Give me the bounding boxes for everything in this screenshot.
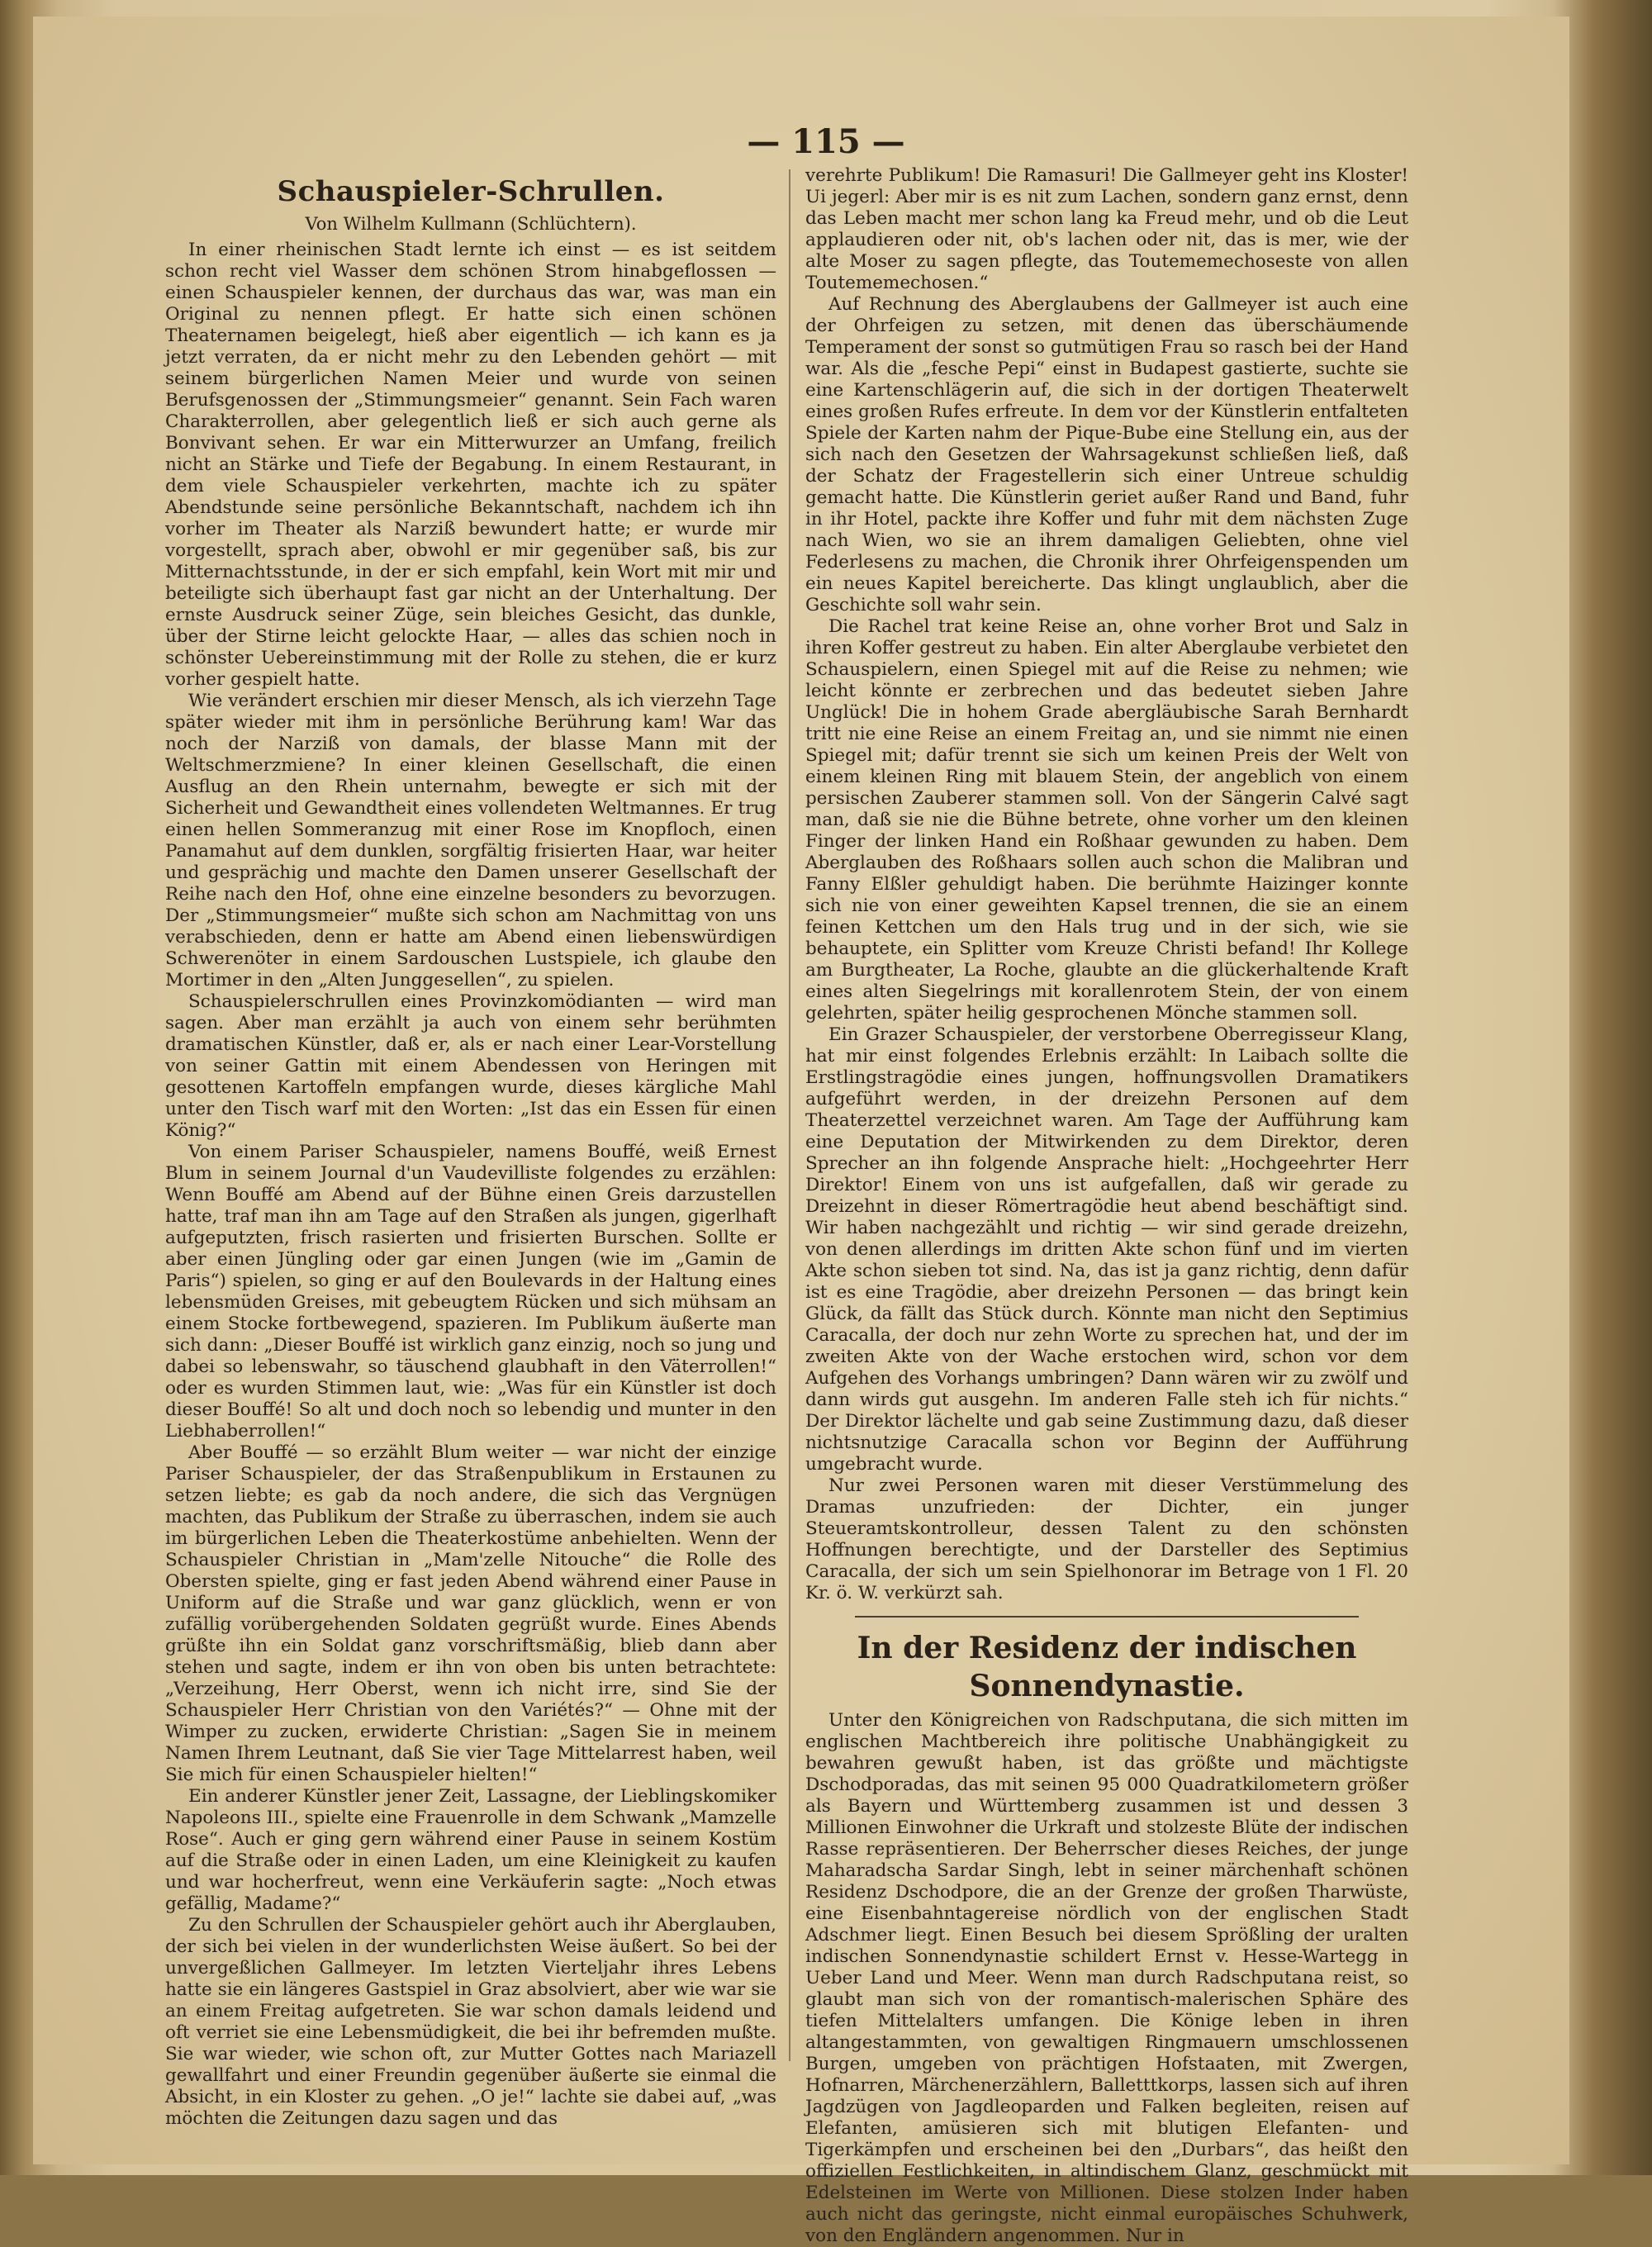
paragraph: Auf Rechnung des Aberglaubens der Gallmeyer ist auch eine der Ohrfeigen zu setzen, mit denen das überschäumende Temperament der sonst so gutmütigen Frau so rasch bei der Hand war. Als die „fesche Pepi“ einst in Budapest gastierte, suchte sie eine Kartenschlägerin auf, die sich in der dortigen Theaterwelt eines großen Rufes erfreute. In dem vor der Künstlerin entfalteten Spiele der Karten nahm der Pique-Bube eine Stellung ein, aus der sich nach den Gesetzen der Wahrsagekunst schließen ließ, daß der Schatz der Fragestellerin sich einer Untreue schuldig gemacht hatte. Die Künstlerin geriet außer Rand und Band, fuhr in ihr Hotel, packte ihre Koffer und fuhr mit dem nächsten Zuge nach Wien, wo sie an ihrem damaligen Geliebten, ohne viel Federlesens zu machen, die Chronik ihrer Ohrfeigenspenden um ein neues Kapitel bereicherte. Das klingt unglaublich, aber die Geschichte soll wahr sein. <box>805 294 1408 615</box>
paragraph: Nur zwei Personen waren mit dieser Verstümmelung des Dramas unzufrieden: der Dichter, ein junger Steueramtskontrolleur, dessen Talent zu den schönsten Hoffnungen berechtigte, und der Darsteller des Septimius Caracalla, der sich um sein Spielhonorar im Betrage von 1 Fl. 20 Kr. ö. W. verkürzt sah. <box>805 1475 1408 1603</box>
right-column <box>805 165 1408 2247</box>
paragraph: Ein Grazer Schauspieler, der verstorbene Oberregisseur Klang, hat mir einst folgendes Erlebnis erzählt: In Laibach sollte die Erstlingstragödie eines jungen, hoffnungsvollen Dramatikers aufgeführt werden, in der dreizehn Personen auf dem Theaterzettel verzeichnet waren. Am Tage der Aufführung kam eine Deputation der Mitwirkenden zu dem Direktor, deren Sprecher an ihn folgende Ansprache hielt: „Hochgeehrter Herr Direktor! Einem von uns ist aufgefallen, daß wir gerade zu Dreizehnt in dieser Römertragödie heut abend beschäftigt sind. Wir haben nachgezählt und richtig — wir sind gerade dreizehn, von denen allerdings im dritten Akte schon fünf und im vierten Akte schon sieben tot sind. Na, das ist ja ganz richtig, denn dafür ist es eine Tragödie, aber dreizehn Personen — das bringt kein Glück, da fällt das Stück durch. Könnte man nicht den Septimius Caracalla, der doch nur zehn Worte zu sprechen hat, und der im zweiten Akte von der Wache erstochen wird, schon vor dem Aufgehen des Vorhangs umbringen? Dann wären wir zu zwölf und dann wirds gut ausgehn. Im anderen Falle steh ich für nichts.“ Der Direktor lächelte und gab seine Zustimmung dazu, daß dieser nichtsnutzige Caracalla schon vor Beginn der Aufführung umgebracht wurde. <box>805 1024 1408 1475</box>
article-title: Schauspieler-Schrullen. <box>277 175 665 208</box>
paragraph: Wie verändert erschien mir dieser Mensch, als ich vierzehn Tage später wieder mit ihm in persönliche Berührung kam! War das noch der Narziß von damals, der blasse Mann mit der Weltschmerzmiene? In einer kleinen Gesellschaft, die einen Ausflug an den Rhein unternahm, bewegte er sich mit der Sicherheit und Gewandtheit eines vollendeten Weltmannes. Er trug einen hellen Sommeranzug mit einer Rose im Knopfloch, einen Panamahut auf dem dunklen, sorgfältig frisierten Haar, war heiter und gesprächig und machte den Damen unserer Gesellschaft der Reihe nach den Hof, ohne eine einzelne besonders zu bevorzugen. Der „Stimmungsmeier“ mußte sich schon am Nachmittag von uns verabschieden, denn er hatte am Abend einen liebenswürdigen Schwerenöter in einem Sardouschen Lustspiele, ich glaube den Mortimer in den „Alten Junggesellen“, zu spielen. <box>165 691 776 990</box>
paragraph: Zu den Schrullen der Schauspieler gehört auch ihr Aberglauben, der sich bei vielen in der wunderlichsten Weise äußert. So bei der unvergeßlichen Gallmeyer. Im letzten Vierteljahr ihres Lebens hatte sie ein längeres Gastspiel in Graz absolviert, aber wie war sie an einem Freitag aufgetreten. Sie war schon damals leidend und oft verriet sie eine Lebensmüdigkeit, die bei ihr befremden mußte. Sie war wieder, wie schon oft, zur Mutter Gottes nach Mariazell gewallfahrt und einer Freundin gegenüber äußerte sie einmal die Absicht, in ein Kloster zu gehen. „O je!“ lachte sie dabei auf, „was möchten die Zeitungen dazu sagen und das <box>165 1915 776 2129</box>
article-title: In der Residenz der indischen Sonnendynastie. <box>857 1631 1357 1703</box>
paragraph: Schauspielerschrullen eines Provinzkomödianten — wird man sagen. Aber man erzählt ja auch von einem sehr berühmten dramatischen Künstler, daß er, als er nach einer Lear-Vorstellung von seiner Gattin mit einem Abendessen von Heringen mit gesottenen Kartoffeln empfangen wurde, dieses kärgliche Mahl unter den Tisch warf mit den Worten: „Ist das ein Essen für einen König?“ <box>165 991 776 1141</box>
paragraph: Die Rachel trat keine Reise an, ohne vorher Brot und Salz in ihren Koffer gestreut zu haben. Ein alter Aberglaube verbietet den Schauspielern, einen Spiegel mit auf die Reise zu nehmen; wie leicht könnte er zerbrechen und das bedeutet sieben Jahre Unglück! Die in hohem Grade abergläubische Sarah Bernhardt tritt nie eine Reise an einem Freitag an, und sie nimmt nie einen Spiegel mit; dafür trennt sie sich um keinen Preis der Welt von einem kleinen Ring mit blauem Stein, der angeblich von einem persischen Zauberer stammen soll. Von der Sängerin Calvé sagt man, daß sie nie die Bühne betrete, ohne vorher um den kleinen Finger der linken Hand ein Roßhaar gewunden zu haben. Dem Aberglauben des Roßhaars sollen auch schon die Malibran und Fanny Elßler gehuldigt haben. Die berühmte Haizinger konnte sich nie von einer geweihten Kapsel trennen, die sie an einem feinen Kettchen um den Hals trug und in der sich, wie sie behauptete, ein Splitter vom Kreuze Christi befand! Ihr Kollege am Burgtheater, La Roche, glaubte an die glückerhaltende Kraft eines alten Siegelrings mit korallenrotem Stein, der von einem gelehrten, später heilig gesprochenen Mönche stammen soll. <box>805 616 1408 1024</box>
paragraph: Aber Bouffé — so erzählt Blum weiter — war nicht der einzige Pariser Schauspieler, der das Straßenpublikum in Erstaunen zu setzen liebte; es gab da noch andere, die sich das Vergnügen machten, das Publikum der Straße zu überraschen, indem sie auch im bürgerlichen Leben die Theaterkostüme anbehielten. Wenn der Schauspieler Christian in „Mam'zelle Nitouche“ die Rolle des Obersten spielte, ging er fast jeden Abend während einer Pause in Uniform auf die Straße und war ganz glücklich, wenn er von zufällig vorübergehenden Soldaten gegrüßt wurde. Eines Abends grüßte ihn ein Soldat ganz vorschriftsmäßig, blieb dann aber stehen und sagte, indem er ihn von oben bis unten betrachtete: „Verzeihung, Herr Oberst, wenn ich nicht irre, sind Sie der Schauspieler Herr Christian von den Variétés?“ — Ohne mit der Wimper zu zucken, erwiderte Christian: „Sagen Sie in meinem Namen Ihrem Leutnant, daß Sie vier Tage Mittelarrest haben, weil Sie mich für einen Schauspieler hielten!“ <box>165 1442 776 1785</box>
paragraph: Ein anderer Künstler jener Zeit, Lassagne, der Lieblingskomiker Napoleons III., spielte eine Frauenrolle in dem Schwank „Mamzelle Rose“. Auch er ging gern während einer Pause in seinem Kostüm auf die Straße oder in einen Laden, um eine Kleinigkeit zu kaufen und war hocherfreut, wenn eine Verkäuferin sagte: „Noch etwas gefällig, Madame?“ <box>165 1786 776 1914</box>
left-column <box>165 165 776 2130</box>
paragraph: Unter den Königreichen von Radschputana, die sich mitten im englischen Machtbereich ihre politische Unabhängigkeit zu bewahren gewußt haben, ist das größte und mächtigste Dschodporadas, das mit seinen 95 000 Quadratkilometern größer als Bayern und Württemberg zusammen ist und dessen 3 Millionen Einwohner die Urkraft und stolzeste Blüte der indischen Rasse repräsentieren. Der Beherrscher dieses Reiches, der junge Maharadscha Sardar Singh, lebt in seiner märchenhaft schönen Residenz Dschodpore, die an der Grenze der großen Tharwüste, eine Eisenbahntagereise nördlich von der englischen Stadt Adschmer liegt. Einen Besuch bei diesem Sprößling der uralten indischen Sonnendynastie schildert Ernst v. Hesse-Wartegg in Ueber Land und Meer. Wenn man durch Radschputana reist, so glaubt man sich von der romantisch-malerischen Sphäre des tiefen Mittelalters umfangen. Die Könige leben in ihren altangestammten, von gewaltigen Ringmauern umschlossenen Burgen, umgeben von prächtigen Hofstaaten, mit Zwergen, Hofnarren, Märchenerzählern, Balletttkorps, lassen sich auf ihren Jagdzügen von Jagdleoparden und Falken begleiten, reisen auf Elefanten, amüsieren sich mit blutigen Elefanten- und Tigerkämpfen und erscheinen bei den „Durbars“, das heißt den offiziellen Festlichkeiten, in altindischem Glanz, geschmückt mit Edelsteinen im Werte von Millionen. Diese stolzen Inder haben auch nicht das geringste, nicht einmal europäisches Schuhwerk, von den Engländern angenommen. Nur in <box>805 1710 1408 2246</box>
section-divider <box>855 1616 1359 1618</box>
page-number: — 115 — <box>747 122 905 161</box>
paragraph: In einer rheinischen Stadt lernte ich einst — es ist seitdem schon recht viel Wasser dem schönen Strom hinabgeflossen — einen Schauspieler kennen, der durchaus das war, was man ein Original zu nennen pflegt. Er hatte sich einen schönen Theaternamen beigelegt, hieß aber eigentlich — ich kann es ja jetzt verraten, da er nicht mehr zu den Lebenden gehört — mit seinem bürgerlichen Namen Meier und wurde von seinen Berufsgenossen der „Stimmungsmeier“ genannt. Sein Fach waren Charakterrollen, aber gelegentlich ließ er sich auch gerne als Bonvivant sehen. Er war ein Mitterwurzer an Umfang, freilich nicht an Stärke und Tiefe der Begabung. In einem Restaurant, in dem viele Schauspieler verkehrten, machte ich zu später Abendstunde seine persönliche Bekanntschaft, nachdem ich ihn vorher im Theater als Narziß bewundert hatte; er wurde mir vorgestellt, sprach aber, obwohl er mir gegenüber saß, bis zur Mitternachtsstunde, in der er sich empfahl, kein Wort mit mir und beteiligte sich überhaupt fast gar nicht an der Unterhaltung. Der ernste Ausdruck seiner Züge, sein bleiches Gesicht, das dunkle, über der Stirne leicht gelockte Haar, — alles das schien noch in schönster Uebereinstimmung mit der Rolle zu stehen, die er kurz vorher gespielt hatte. <box>165 240 776 690</box>
column-divider <box>789 169 790 2061</box>
paragraph: verehrte Publikum! Die Ramasuri! Die Gallmeyer geht ins Kloster! Ui jegerl: Aber mir is es nit zum Lachen, sondern ganz ernst, denn das Leben macht mer schon lang ka Freud mehr, und ob die Leut applaudieren oder nit, ob's lachen oder nit, das is mer, wie der alte Moser zu sagen pflegte, das Toutememechoseste von allen Toutememechosen.“ <box>805 165 1408 293</box>
paragraph: Von einem Pariser Schauspieler, namens Bouffé, weiß Ernest Blum in seinem Journal d'un Vaudevilliste folgendes zu erzählen: Wenn Bouffé am Abend auf der Bühne einen Greis darzustellen hatte, traf man ihn am Tage auf den Straßen als jungen, gigerlhaft aufgeputzten, frisch rasierten und frisierten Burschen. Sollte er aber einen Jüngling oder gar einen Jungen (wie im „Gamin de Paris“) spielen, so ging er auf den Boulevards in der Haltung eines lebensmüden Greises, mit gebeugtem Rücken und sich mühsam an einem Stocke fortbewegend, spazieren. Im Publikum äußerte man sich dann: „Dieser Bouffé ist wirklich ganz einzig, noch so jung und dabei so lebenswahr, so täuschend glaubhaft in den Väterrollen!“ oder es wurden Stimmen laut, wie: „Was für ein Künstler ist doch dieser Bouffé! So alt und doch noch so lebendig und munter in den Liebhaberrollen!“ <box>165 1142 776 1442</box>
article-byline: Von Wilhelm Kullmann (Schlüchtern). <box>305 214 637 234</box>
